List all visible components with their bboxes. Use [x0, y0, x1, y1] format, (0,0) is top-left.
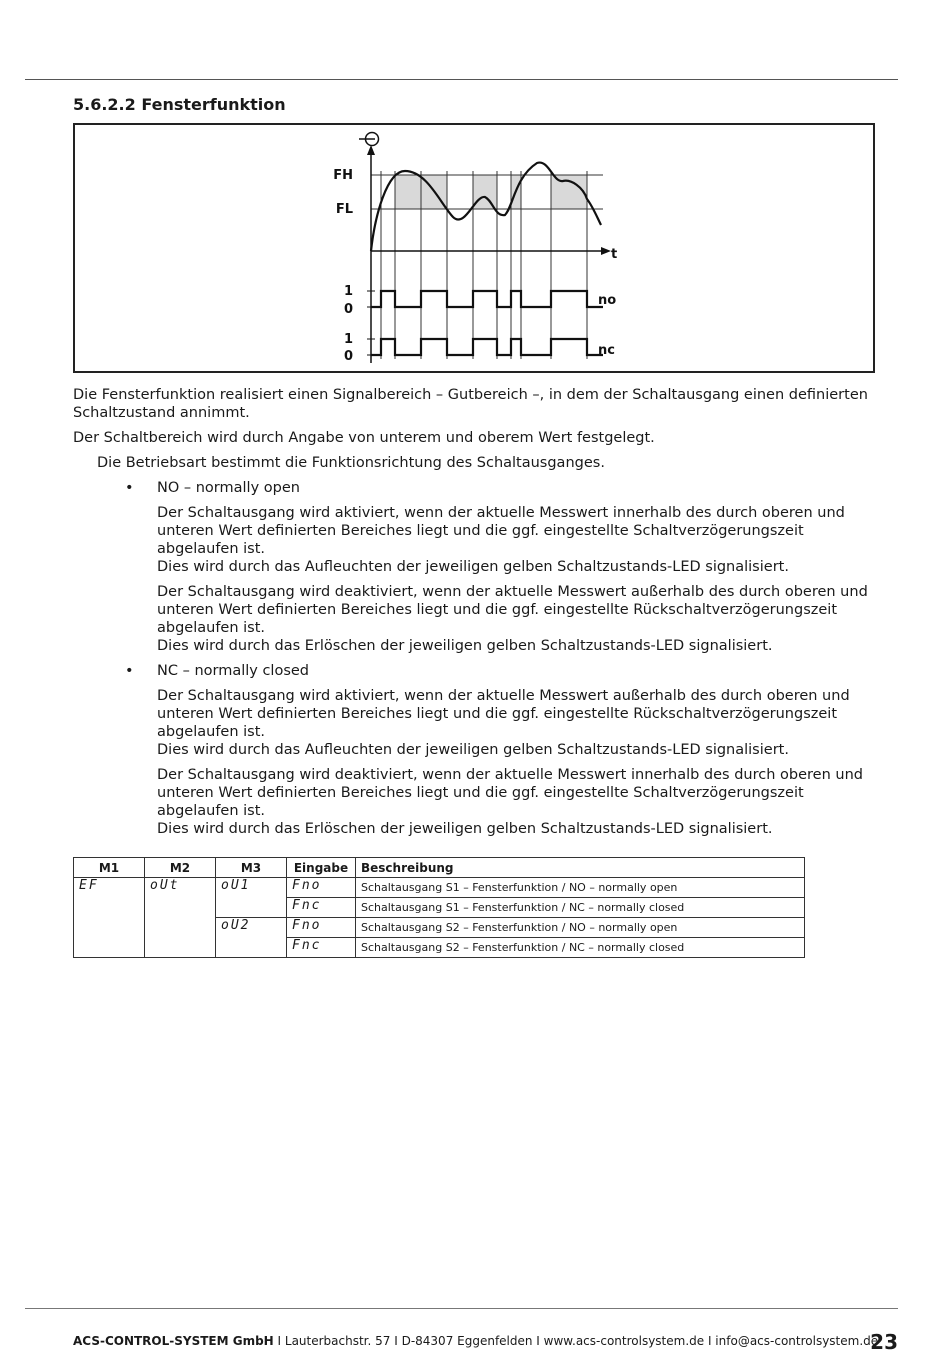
cell-eingabe: Fno: [287, 878, 356, 898]
parameter-table: [73, 857, 805, 958]
label-no: no: [598, 293, 617, 308]
cell-m2: oUt: [145, 878, 216, 958]
y-axis-arrow: [367, 145, 375, 155]
bullet-no: [73, 479, 883, 497]
label-nc-low: 0: [343, 349, 353, 364]
table-header-row: [74, 858, 805, 878]
header-m3: M3: [216, 858, 287, 878]
x-axis-arrow: [601, 247, 611, 255]
section-heading: 5.6.2.2 Fensterfunktion: [73, 95, 286, 114]
top-divider: [25, 79, 898, 80]
cell-eingabe: Fnc: [287, 938, 356, 958]
bullet-dot: •: [125, 663, 134, 679]
shade-area-2: [473, 175, 497, 209]
nc-deactivation: Der Schaltausgang wird deaktiviert, wenn der aktuelle Messwert innerhalb des durch oberen und unteren Wert definierten Bereiches liegt und die ggf. eingestellte Schaltverzögerungszeit abgelaufen ist. Dies wird durch das Erlöschen der jeweiligen gelben Schaltzustands-LED signalisiert.: [157, 767, 863, 837]
label-fl: FL: [335, 202, 353, 217]
page-footer: [73, 1334, 878, 1348]
bullet-dot: •: [125, 480, 134, 496]
page-number: 23: [870, 1330, 898, 1354]
table-row: [74, 878, 805, 898]
cell-eingabe: Fnc: [287, 898, 356, 918]
intro-paragraph: Die Fensterfunktion realisiert einen Signalbereich – Gutbereich –, in dem der Schaltausgang einen definierten Schaltzustand annimmt.: [73, 387, 868, 421]
header-eingabe: Eingabe: [287, 858, 356, 878]
bottom-divider: [25, 1308, 898, 1309]
cell-beschreibung: Schaltausgang S2 – Fensterfunktion / NC – normally closed: [356, 938, 805, 958]
footer-address: I Lauterbachstr. 57 I D-84307 Eggenfelden I www.acs-controlsystem.de I info@acs-controlsystem.de: [273, 1334, 879, 1348]
cell-beschreibung: Schaltausgang S1 – Fensterfunktion / NC – normally closed: [356, 898, 805, 918]
bullet-nc: [73, 662, 883, 680]
cell-m3-a: oU1: [216, 878, 287, 918]
cell-eingabe: Fno: [287, 918, 356, 938]
no-activation: Der Schaltausgang wird aktiviert, wenn der aktuelle Messwert innerhalb des durch oberen und unteren Wert definierten Bereiches liegt und die ggf. eingestellte Schaltverzögerungszeit abgelaufen ist. Dies wird durch das Aufleuchten der jeweiligen gelben Schaltzustands-LED signalisiert.: [157, 505, 845, 575]
nc-output-signal: [371, 339, 603, 355]
mode-paragraph: Die Betriebsart bestimmt die Funktionsrichtung des Schaltausganges.: [97, 455, 605, 471]
cell-m3-b: oU2: [216, 918, 287, 958]
range-paragraph: Der Schaltbereich wird durch Angabe von unterem und oberem Wert festgelegt.: [73, 430, 655, 446]
no-title: NO – normally open: [157, 480, 300, 496]
label-no-low: 0: [343, 302, 353, 317]
label-no-high: 1: [343, 284, 353, 299]
header-m1: M1: [74, 858, 145, 878]
label-t: t: [611, 247, 618, 262]
footer-company: ACS-CONTROL-SYSTEM GmbH: [73, 1334, 274, 1348]
header-beschreibung: Beschreibung: [356, 858, 805, 878]
diagram-svg: [75, 125, 873, 371]
nc-activation: Der Schaltausgang wird aktiviert, wenn der aktuelle Messwert außerhalb des durch oberen und unteren Wert definierten Bereiches liegt und die ggf. eingestellte Rückschaltverzögerungszeit abgelaufen ist. Dies wird durch das Aufleuchten der jeweiligen gelben Schaltzustands-LED signalisiert.: [157, 688, 850, 758]
no-output-signal: [371, 291, 603, 307]
nc-title: NC – normally closed: [157, 663, 310, 679]
window-function-diagram: [73, 123, 875, 373]
label-fh: FH: [333, 168, 353, 183]
cell-beschreibung: Schaltausgang S2 – Fensterfunktion / NO – normally open: [356, 918, 805, 938]
cell-beschreibung: Schaltausgang S1 – Fensterfunktion / NO – normally open: [356, 878, 805, 898]
cell-m1: EF: [74, 878, 145, 958]
label-nc-high: 1: [343, 332, 353, 347]
no-deactivation: Der Schaltausgang wird deaktiviert, wenn der aktuelle Messwert außerhalb des durch oberen und unteren Wert definierten Bereiches liegt und die ggf. eingestellte Rückschaltverzögerungszeit abgelaufen ist. Dies wird durch das Erlöschen der jeweiligen gelben Schaltzustands-LED signalisiert.: [157, 584, 868, 654]
body-text: [73, 386, 883, 845]
label-nc: nc: [598, 343, 615, 358]
header-m2: M2: [145, 858, 216, 878]
